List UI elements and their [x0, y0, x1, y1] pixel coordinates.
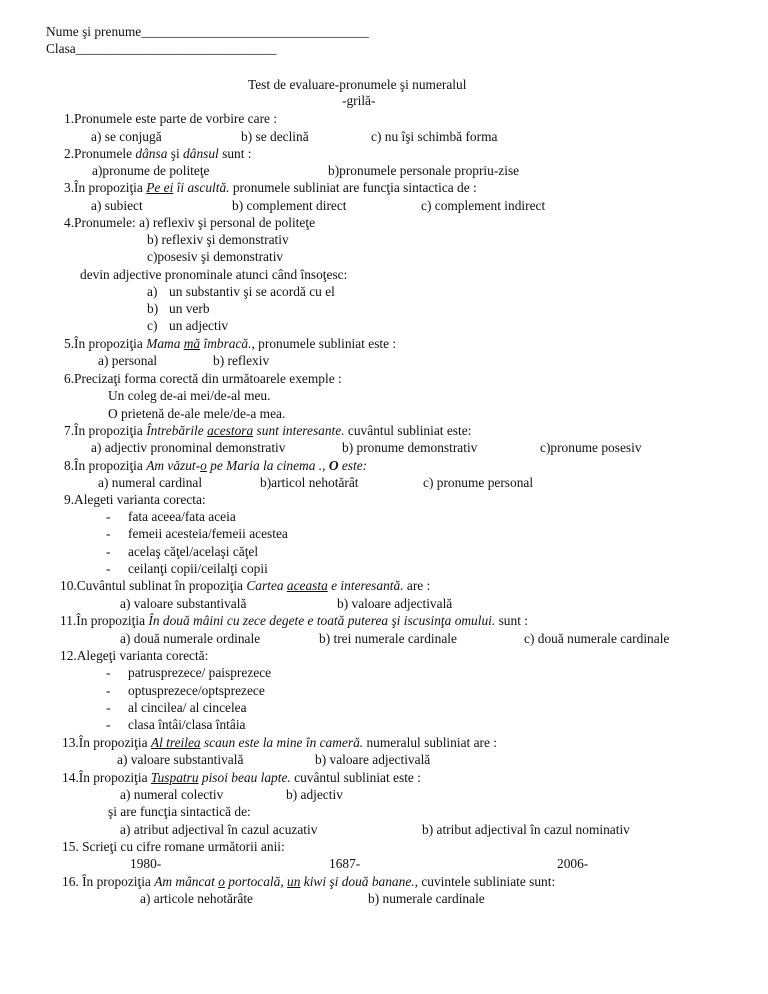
q14-option-a: a) numeral colectiv	[120, 787, 224, 802]
q4-sub-a: a)	[147, 284, 158, 299]
question-4: 4.Pronumele: a) reflexiv şi personal de politeţe	[64, 215, 316, 230]
q10-option-a: a) valoare substantivală	[120, 596, 247, 611]
q12-dash-3: -	[106, 700, 111, 715]
q12-item-1: patrusprezece/ paisprezece	[128, 665, 272, 680]
q4-sub-b: b)	[147, 301, 159, 316]
q3-option-c: c) complement indirect	[421, 198, 546, 213]
q8-option-a: a) numeral cardinal	[98, 475, 203, 490]
q8-option-c: c) pronume personal	[423, 475, 534, 490]
q2-option-a: a)pronume de politeţe	[92, 163, 210, 178]
q4-stem: devin adjective pronominale atunci când însoţesc:	[80, 267, 348, 282]
q2-option-b: b)pronumele personale propriu-zise	[328, 163, 520, 178]
test-title: Test de evaluare-pronumele şi numeralul	[248, 77, 467, 92]
q9-dash-1: -	[106, 509, 111, 524]
q9-item-1: fata aceea/fata aceia	[128, 509, 236, 524]
question-7: 7.În propoziţia Întrebările acestora sunt interesante. cuvântul subliniat este:	[64, 423, 472, 438]
name-line: Nume şi prenume__________________________________	[46, 24, 369, 39]
q7-option-b: b) pronume demonstrativ	[342, 440, 478, 455]
question-14: 14.În propoziţia Tuspatru pisoi beau lapte. cuvântul subliniat este :	[62, 770, 421, 785]
q12-dash-4: -	[106, 717, 111, 732]
question-6: 6.Precizaţi forma corectă din următoarele exemple :	[64, 371, 342, 386]
q15-year-2: 1687-	[329, 856, 361, 871]
q1-option-b: b) se declină	[241, 129, 309, 144]
q16-option-b: b) numerale cardinale	[368, 891, 485, 906]
q3-option-b: b) complement direct	[232, 198, 347, 213]
q5-option-b: b) reflexiv	[213, 353, 270, 368]
q4-sub-a-text: un substantiv şi se acordă cu el	[169, 284, 335, 299]
q6-example-2: O prietenă de-ale mele/de-a mea.	[108, 406, 286, 421]
q9-dash-3: -	[106, 544, 111, 559]
q14-option-c: a) atribut adjectival în cazul acuzativ	[120, 822, 318, 837]
question-8: 8.În propoziţia Am văzut-o pe Maria la cinema ., O este:	[64, 458, 368, 473]
q14-option-b: b) adjectiv	[286, 787, 343, 802]
q14-stem: şi are funcţia sintactică de:	[108, 804, 251, 819]
q12-item-3: al cincilea/ al cincelea	[128, 700, 247, 715]
q16-option-a: a) articole nehotărâte	[140, 891, 254, 906]
q4-sub-b-text: un verb	[169, 301, 210, 316]
test-subtitle: -grilă-	[342, 93, 376, 108]
class-line: Clasa______________________________	[46, 41, 277, 56]
q10-option-b: b) valoare adjectivală	[337, 596, 453, 611]
q4-option-b: b) reflexiv şi demonstrativ	[147, 232, 289, 247]
q5-option-a: a) personal	[98, 353, 158, 368]
question-9: 9.Alegeti varianta corecta:	[64, 492, 206, 507]
question-1: 1.Pronumele este parte de vorbire care :	[64, 111, 278, 126]
q1-option-c: c) nu îşi schimbă forma	[371, 129, 498, 144]
q13-option-b: b) valoare adjectivală	[315, 752, 431, 767]
q12-item-2: optusprezece/optsprezece	[128, 683, 265, 698]
name-blank[interactable]: __________________________________	[141, 24, 369, 39]
question-3: 3.În propoziţia Pe ei îi ascultă. pronumele subliniat are funcţia sintactica de :	[64, 180, 477, 195]
q3-option-a: a) subiect	[91, 198, 143, 213]
q11-option-c: c) două numerale cardinale	[524, 631, 670, 646]
question-11: 11.În propoziţia În două mâini cu zece degete e toată puterea şi iscusinţa omului. sunt :	[60, 613, 528, 628]
q7-option-c: c)pronume posesiv	[540, 440, 642, 455]
question-5: 5.În propoziţia Mama mă îmbracă., pronumele subliniat este :	[64, 336, 397, 351]
q7-option-a: a) adjectiv pronominal demonstrativ	[91, 440, 286, 455]
q9-dash-4: -	[106, 561, 111, 576]
q9-item-3: acelaş căţel/acelaşi căţel	[128, 544, 259, 559]
question-16: 16. În propoziţia Am mâncat o portocală, un kiwi şi două banane., cuvintele subliniate sunt:	[62, 874, 556, 889]
q12-dash-1: -	[106, 665, 111, 680]
question-10: 10.Cuvântul sublinat în propoziţia Cartea aceasta e interesantă. are :	[60, 578, 431, 593]
q1-option-a: a) se conjugă	[91, 129, 162, 144]
question-15: 15. Scrieţi cu cifre romane următorii anii:	[62, 839, 285, 854]
q14-option-d: b) atribut adjectival în cazul nominativ	[422, 822, 630, 837]
class-blank[interactable]: ______________________________	[75, 41, 277, 56]
q11-option-a: a) două numerale ordinale	[120, 631, 261, 646]
q8-option-b: b)articol nehotărât	[260, 475, 359, 490]
q9-item-2: femeii acesteia/femeii acestea	[128, 526, 288, 541]
q15-year-3: 2006-	[557, 856, 589, 871]
q13-option-a: a) valoare substantivală	[117, 752, 244, 767]
question-13: 13.În propoziţia Al treilea scaun este la mine în cameră. numeralul subliniat are :	[62, 735, 497, 750]
q12-item-4: clasa întâi/clasa întâia	[128, 717, 246, 732]
q6-example-1: Un coleg de-ai mei/de-al meu.	[108, 388, 271, 403]
q9-dash-2: -	[106, 526, 111, 541]
question-2: 2.Pronumele dânsa şi dânsul sunt :	[64, 146, 252, 161]
q12-dash-2: -	[106, 683, 111, 698]
q15-year-1: 1980-	[130, 856, 162, 871]
q9-item-4: ceilanţi copii/ceilalţi copii	[128, 561, 268, 576]
question-12: 12.Alegeţi varianta corectă:	[60, 648, 209, 663]
q4-option-c: c)posesiv şi demonstrativ	[147, 249, 284, 264]
q4-sub-c-text: un adjectiv	[169, 318, 229, 333]
q4-sub-c: c)	[147, 318, 158, 333]
q11-option-b: b) trei numerale cardinale	[319, 631, 457, 646]
